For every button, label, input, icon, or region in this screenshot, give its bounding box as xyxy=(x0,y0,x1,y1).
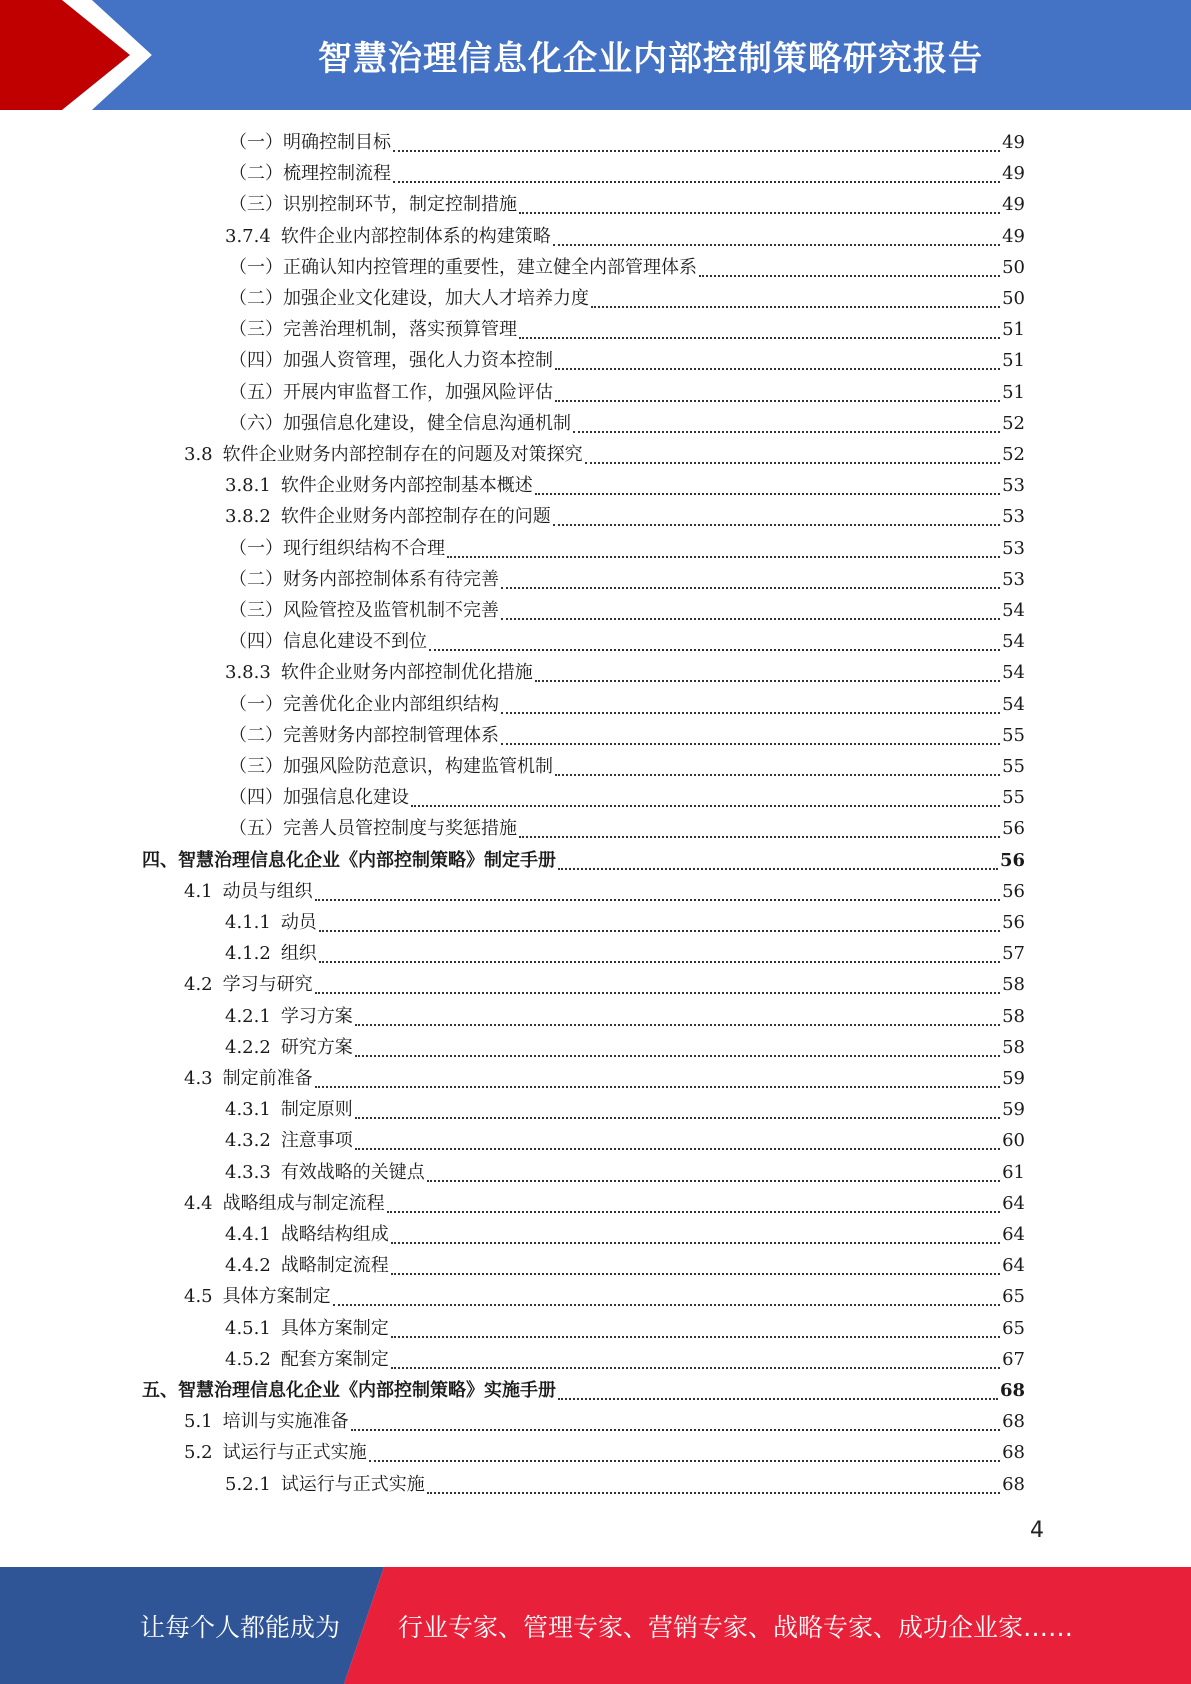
toc-entry-title: （二）加强企业文化建设，加大人才培养力度 xyxy=(229,288,589,309)
toc-entry-page: 59 xyxy=(1002,1068,1025,1089)
toc-entry-page: 58 xyxy=(1002,974,1025,996)
toc-dot-leader xyxy=(355,1032,1000,1063)
toc-entry-title: （六）加强信息化建设，健全信息沟通机制 xyxy=(229,412,571,434)
toc-entry-page: 49 xyxy=(1002,225,1025,247)
toc-entry-title: 战略制定流程 xyxy=(280,1255,389,1277)
toc-entry-number: 4.5.2 xyxy=(225,1348,271,1370)
toc-entry-title: 试运行与正式实施 xyxy=(280,1473,425,1495)
toc-entry-title: 组织 xyxy=(280,943,317,965)
toc-entry-title: （一）现行组织结构不合理 xyxy=(229,537,445,559)
toc-entry-page: 57 xyxy=(1002,943,1025,965)
toc-entry-title: 软件企业财务内部控制存在的问题 xyxy=(280,506,551,528)
toc-entry-page: 50 xyxy=(1002,288,1025,309)
toc-dot-leader xyxy=(391,1219,1000,1250)
toc-entry[interactable] xyxy=(0,1094,1025,1125)
toc-entry-page: 60 xyxy=(1002,1130,1025,1152)
toc-dot-leader xyxy=(555,377,1000,408)
toc-entry-page: 68 xyxy=(1002,1473,1025,1495)
toc-entry[interactable] xyxy=(0,938,1025,969)
toc-dot-leader xyxy=(355,1125,1000,1156)
toc-entry-title: 研究方案 xyxy=(280,1036,353,1058)
toc-entry-number: 4.5 xyxy=(184,1286,213,1308)
toc-dot-leader xyxy=(519,813,1000,844)
toc-entry[interactable] xyxy=(0,907,1025,938)
toc-entry-number: 5.2 xyxy=(184,1442,213,1464)
toc-entry-title: （一）明确控制目标 xyxy=(229,132,391,153)
toc-entry-page: 54 xyxy=(1002,631,1025,653)
toc-dot-leader xyxy=(315,1063,1000,1094)
toc-dot-leader xyxy=(387,1188,1000,1219)
toc-entry-page: 51 xyxy=(1002,319,1025,341)
toc-dot-leader xyxy=(391,1250,1000,1281)
toc-entry[interactable] xyxy=(0,1032,1025,1063)
toc-entry[interactable] xyxy=(0,1063,1025,1094)
toc-entry[interactable] xyxy=(0,1188,1025,1219)
toc-entry[interactable] xyxy=(0,1375,1025,1406)
toc-dot-leader xyxy=(391,1344,1000,1375)
toc-entry[interactable] xyxy=(0,1219,1025,1250)
toc-entry-number: 4.3.3 xyxy=(225,1161,271,1183)
toc-entry-page: 64 xyxy=(1002,1192,1025,1214)
toc-entry-page: 53 xyxy=(1002,568,1025,590)
toc-entry-number: 3.8.2 xyxy=(225,506,271,528)
toc-entry[interactable] xyxy=(0,969,1025,1000)
toc-entry-number: 3.8.1 xyxy=(225,475,271,497)
toc-entry[interactable] xyxy=(0,221,1025,252)
toc-dot-leader xyxy=(553,221,1000,252)
toc-dot-leader xyxy=(393,158,1000,189)
toc-entry[interactable] xyxy=(0,158,1025,189)
toc-dot-leader xyxy=(369,1437,1000,1468)
report-title: 智慧治理信息化企业内部控制策略研究报告 xyxy=(318,38,983,79)
toc-dot-leader xyxy=(519,314,1000,345)
toc-entry-title: （三）识别控制环节，制定控制措施 xyxy=(229,194,517,216)
toc-entry-title: 注意事项 xyxy=(280,1130,353,1152)
toc-dot-leader xyxy=(585,439,1000,470)
toc-entry-title: 战略结构组成 xyxy=(280,1224,389,1245)
toc-entry[interactable] xyxy=(0,1125,1025,1156)
toc-entry-number: 3.8 xyxy=(184,444,213,465)
toc-entry-title: （一）正确认知内控管理的重要性，建立健全内部管理体系 xyxy=(229,256,697,278)
toc-entry-number: 4.3.2 xyxy=(225,1130,271,1152)
toc-entry-page: 65 xyxy=(1002,1317,1025,1339)
toc-entry-title: 学习与研究 xyxy=(222,974,313,996)
toc-entry-number: 4.4.1 xyxy=(225,1224,271,1245)
toc-dot-leader xyxy=(393,127,1000,158)
toc-dot-leader xyxy=(355,1094,1000,1125)
toc-entry-number: 4.1.1 xyxy=(225,912,271,933)
toc-dot-leader xyxy=(553,501,1000,532)
toc-entry-page: 61 xyxy=(1002,1161,1025,1183)
toc-entry[interactable] xyxy=(0,626,1025,657)
toc-dot-leader xyxy=(391,1313,1000,1344)
toc-entry[interactable] xyxy=(0,564,1025,595)
toc-entry-title: 动员与组织 xyxy=(222,880,313,902)
toc-dot-leader xyxy=(501,689,1000,720)
toc-entry-page: 65 xyxy=(1002,1286,1025,1308)
toc-entry-page: 55 xyxy=(1002,724,1025,746)
toc-entry-title: 制定原则 xyxy=(280,1099,353,1121)
toc-dot-leader xyxy=(355,1001,1000,1032)
toc-entry-page: 68 xyxy=(999,1380,1025,1401)
toc-entry[interactable] xyxy=(0,1313,1025,1344)
toc-dot-leader xyxy=(535,657,1000,688)
toc-dot-leader xyxy=(699,252,1000,283)
toc-entry-title: （二）财务内部控制体系有待完善 xyxy=(229,568,499,590)
toc-entry-number: 4.1 xyxy=(184,880,213,902)
toc-entry-title: （五）完善人员管控制度与奖惩措施 xyxy=(229,818,517,840)
toc-entry-title: （二）完善财务内部控制管理体系 xyxy=(229,724,499,746)
toc-entry-number: 4.3 xyxy=(184,1068,213,1089)
toc-dot-leader xyxy=(558,1375,998,1406)
toc-entry-title: 学习方案 xyxy=(280,1005,353,1027)
toc-entry[interactable] xyxy=(0,1406,1025,1437)
toc-entry-page: 68 xyxy=(1002,1442,1025,1464)
toc-entry[interactable] xyxy=(0,1157,1025,1188)
toc-entry[interactable] xyxy=(0,533,1025,564)
toc-entry-title: （四）加强人资管理，强化人力资本控制 xyxy=(229,350,553,372)
toc-entry-page: 49 xyxy=(1002,132,1025,153)
toc-dot-leader xyxy=(315,876,1000,907)
toc-entry-title: （三）加强风险防范意识，构建监管机制 xyxy=(229,756,553,777)
toc-dot-leader xyxy=(429,626,1000,657)
toc-dot-leader xyxy=(555,345,1000,376)
toc-entry-page: 54 xyxy=(1002,600,1025,621)
toc-entry-page: 51 xyxy=(1002,350,1025,372)
toc-entry-title: 动员 xyxy=(280,912,317,933)
toc-entry[interactable] xyxy=(0,283,1025,314)
toc-entry-number: 4.3.1 xyxy=(225,1099,271,1121)
toc-entry-title: 配套方案制定 xyxy=(280,1348,389,1370)
toc-entry-title: 具体方案制定 xyxy=(222,1286,331,1308)
toc-entry[interactable] xyxy=(0,813,1025,844)
toc-dot-leader xyxy=(315,969,1000,1000)
toc-dot-leader xyxy=(573,408,1000,439)
toc-dot-leader xyxy=(591,283,1000,314)
toc-dot-leader xyxy=(333,1281,1000,1312)
toc-entry[interactable] xyxy=(0,377,1025,408)
toc-entry-title: 四、智慧治理信息化企业《内部控制策略》制定手册 xyxy=(142,849,556,871)
toc-entry-number: 4.2.1 xyxy=(225,1005,271,1027)
toc-entry-page: 53 xyxy=(1002,537,1025,559)
toc-entry-page: 49 xyxy=(1002,194,1025,216)
toc-entry-page: 56 xyxy=(999,849,1025,871)
toc-entry[interactable] xyxy=(0,439,1025,470)
toc-dot-leader xyxy=(447,533,1000,564)
toc-entry-number: 4.1.2 xyxy=(225,943,271,965)
toc-entry[interactable] xyxy=(0,252,1025,283)
toc-entry[interactable] xyxy=(0,657,1025,688)
toc-entry-page: 59 xyxy=(1002,1099,1025,1121)
toc-entry-title: 软件企业财务内部控制优化措施 xyxy=(280,662,533,684)
toc-entry-number: 5.2.1 xyxy=(225,1473,271,1495)
toc-entry[interactable] xyxy=(0,720,1025,751)
footer-slogan-right: 行业专家、管理专家、营销专家、战略专家、成功企业家…… xyxy=(398,1612,1074,1642)
toc-entry-title: 有效战略的关键点 xyxy=(280,1161,425,1183)
toc-entry-title: 制定前准备 xyxy=(222,1068,313,1089)
toc-entry[interactable] xyxy=(0,1001,1025,1032)
toc-entry-number: 4.5.1 xyxy=(225,1317,271,1339)
toc-dot-leader xyxy=(411,782,1000,813)
toc-entry[interactable] xyxy=(0,1344,1025,1375)
toc-entry[interactable] xyxy=(0,189,1025,220)
toc-dot-leader xyxy=(501,564,1000,595)
toc-entry-title: 软件企业财务内部控制存在的问题及对策探究 xyxy=(222,444,583,465)
toc-entry-page: 58 xyxy=(1002,1036,1025,1058)
toc-entry-title: 软件企业财务内部控制基本概述 xyxy=(280,475,533,497)
footer-slogan-left: 让每个人都能成为 xyxy=(140,1612,341,1642)
toc-entry-page: 52 xyxy=(1002,444,1025,465)
toc-dot-leader xyxy=(501,595,1000,626)
toc-entry-page: 52 xyxy=(1002,412,1025,434)
toc-entry-number: 4.2.2 xyxy=(225,1036,271,1058)
toc-entry[interactable] xyxy=(0,127,1025,158)
toc-entry-title: 培训与实施准备 xyxy=(222,1411,349,1433)
toc-dot-leader xyxy=(319,907,1000,938)
toc-entry-title: （四）加强信息化建设 xyxy=(229,787,409,809)
toc-entry-page: 68 xyxy=(1002,1411,1025,1433)
toc-entry-page: 56 xyxy=(1002,880,1025,902)
toc-entry[interactable] xyxy=(0,345,1025,376)
toc-entry[interactable] xyxy=(0,1250,1025,1281)
toc-entry-page: 51 xyxy=(1002,381,1025,403)
toc-entry[interactable] xyxy=(0,1437,1025,1468)
toc-entry-page: 64 xyxy=(1002,1255,1025,1277)
toc-entry-number: 4.4 xyxy=(184,1192,213,1214)
footer-banner xyxy=(0,1567,1191,1684)
toc-entry-title: （四）信息化建设不到位 xyxy=(229,631,427,653)
toc-entry-page: 54 xyxy=(1002,662,1025,684)
toc-dot-leader xyxy=(351,1406,1000,1437)
toc-entry-number: 5.1 xyxy=(184,1411,213,1433)
toc-entry-page: 55 xyxy=(1002,756,1025,777)
toc-entry[interactable] xyxy=(0,501,1025,532)
toc-entry[interactable] xyxy=(0,782,1025,813)
toc-dot-leader xyxy=(501,720,1000,751)
toc-entry-page: 53 xyxy=(1002,475,1025,497)
toc-entry[interactable] xyxy=(0,845,1025,876)
toc-entry-page: 50 xyxy=(1002,256,1025,278)
toc-entry[interactable] xyxy=(0,1469,1025,1500)
toc-entry-page: 49 xyxy=(1002,163,1025,185)
toc-dot-leader xyxy=(319,938,1000,969)
toc-entry[interactable] xyxy=(0,595,1025,626)
toc-entry[interactable] xyxy=(0,408,1025,439)
toc-entry-page: 53 xyxy=(1002,506,1025,528)
toc-dot-leader xyxy=(427,1469,1000,1500)
toc-dot-leader xyxy=(558,845,998,876)
toc-entry-number: 4.4.2 xyxy=(225,1255,271,1277)
toc-entry-title: （三）风险管控及监管机制不完善 xyxy=(229,600,499,621)
toc-entry-page: 54 xyxy=(1002,693,1025,715)
toc-entry-page: 56 xyxy=(1002,818,1025,840)
toc-dot-leader xyxy=(555,751,1000,782)
toc-dot-leader xyxy=(427,1157,1000,1188)
toc-dot-leader xyxy=(519,189,1000,220)
toc-entry[interactable] xyxy=(0,1281,1025,1312)
toc-entry-page: 67 xyxy=(1002,1348,1025,1370)
toc-entry-title: 战略组成与制定流程 xyxy=(222,1192,385,1214)
toc-entry-title: （三）完善治理机制，落实预算管理 xyxy=(229,319,517,341)
toc-entry[interactable] xyxy=(0,751,1025,782)
toc-entry-title: 五、智慧治理信息化企业《内部控制策略》实施手册 xyxy=(142,1380,556,1401)
toc-entry-number: 3.7.4 xyxy=(225,225,271,247)
toc-entry[interactable] xyxy=(0,314,1025,345)
toc-entry[interactable] xyxy=(0,689,1025,720)
toc-entry-page: 64 xyxy=(1002,1224,1025,1245)
toc-entry-title: 软件企业内部控制体系的构建策略 xyxy=(280,225,551,247)
toc-dot-leader xyxy=(535,470,1000,501)
toc-entry-title: 具体方案制定 xyxy=(280,1317,389,1339)
toc-entry-page: 55 xyxy=(1002,787,1025,809)
page-number: 4 xyxy=(1030,1518,1044,1543)
toc-entry[interactable] xyxy=(0,876,1025,907)
toc-entry-title: （五）开展内审监督工作，加强风险评估 xyxy=(229,381,553,403)
header-banner xyxy=(0,0,1191,110)
toc-entry-page: 56 xyxy=(1002,912,1025,933)
toc-entry[interactable] xyxy=(0,470,1025,501)
toc-entry-title: （一）完善优化企业内部组织结构 xyxy=(229,693,499,715)
toc-entry-title: （二）梳理控制流程 xyxy=(229,163,391,185)
toc-entry-number: 3.8.3 xyxy=(225,662,271,684)
toc-entry-number: 4.2 xyxy=(184,974,213,996)
toc-entry-page: 58 xyxy=(1002,1005,1025,1027)
toc-entry-title: 试运行与正式实施 xyxy=(222,1442,367,1464)
